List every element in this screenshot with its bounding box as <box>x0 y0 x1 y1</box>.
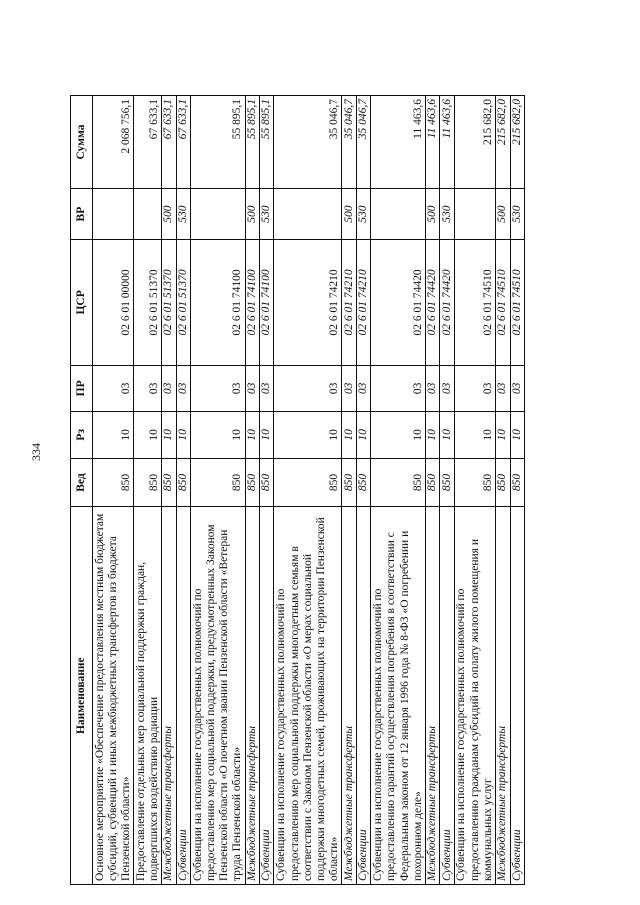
row-rz-cell: 10 <box>190 412 245 458</box>
row-amount-cell: 67 633,1 <box>134 96 162 189</box>
row-pr-cell: 03 <box>260 365 274 411</box>
table-row <box>440 96 454 885</box>
row-csr-cell: 02 6 01 74420 <box>440 240 454 365</box>
row-ved-cell: 850 <box>510 458 525 507</box>
table-row <box>274 96 342 885</box>
row-name-cell: Субвенции <box>260 507 274 885</box>
row-vr-cell: 530 <box>176 189 190 240</box>
row-pr-cell: 03 <box>510 365 525 411</box>
row-amount-cell: 67 633,1 <box>176 96 190 189</box>
row-rz-cell: 10 <box>454 412 495 458</box>
row-vr-cell <box>454 189 495 240</box>
row-csr-cell: 02 6 01 74510 <box>454 240 495 365</box>
row-pr-cell: 03 <box>190 365 245 411</box>
row-pr-cell: 03 <box>93 365 134 411</box>
row-pr-cell: 03 <box>440 365 454 411</box>
row-pr-cell: 03 <box>371 365 426 411</box>
row-amount-cell: 55 895,1 <box>190 96 245 189</box>
row-ved-cell: 850 <box>190 458 245 507</box>
header-ved: Вед <box>71 458 93 507</box>
row-ved-cell: 850 <box>454 458 495 507</box>
row-pr-cell: 03 <box>342 365 356 411</box>
row-pr-cell: 03 <box>356 365 370 411</box>
row-ved-cell: 850 <box>176 458 190 507</box>
row-vr-cell: 500 <box>162 189 176 240</box>
table-row <box>176 96 190 885</box>
row-ved-cell: 850 <box>93 458 134 507</box>
row-vr-cell: 500 <box>425 189 439 240</box>
row-pr-cell: 03 <box>274 365 342 411</box>
row-amount-cell: 35 046,7 <box>274 96 342 189</box>
row-amount-cell: 215 682,0 <box>454 96 495 189</box>
row-name-cell: Субвенции на исполнение государственных полномочий по предоставлению мер социальной поддержки многодетным семьям в соответствии с Законом Пензенской области «О мерах социальной поддержки многодетных семей, проживающих на территории Пензенской области» <box>274 507 342 885</box>
row-csr-cell: 02 6 01 74100 <box>245 240 259 365</box>
row-name-cell: Субвенции <box>356 507 370 885</box>
header-pr: ПР <box>71 365 93 411</box>
table-row <box>496 96 510 885</box>
row-vr-cell <box>190 189 245 240</box>
table-row <box>260 96 274 885</box>
row-ved-cell: 850 <box>260 458 274 507</box>
row-amount-cell: 67 633,1 <box>162 96 176 189</box>
row-rz-cell: 10 <box>93 412 134 458</box>
row-amount-cell: 2 068 756,1 <box>93 96 134 189</box>
table-row <box>371 96 426 885</box>
row-pr-cell: 03 <box>496 365 510 411</box>
row-rz-cell: 10 <box>134 412 162 458</box>
row-vr-cell: 530 <box>356 189 370 240</box>
row-name-cell: Субвенции <box>440 507 454 885</box>
row-csr-cell: 02 6 01 74100 <box>260 240 274 365</box>
row-ved-cell: 850 <box>440 458 454 507</box>
row-ved-cell: 850 <box>162 458 176 507</box>
row-amount-cell: 55 895,1 <box>260 96 274 189</box>
row-rz-cell: 10 <box>371 412 426 458</box>
row-vr-cell: 500 <box>342 189 356 240</box>
row-pr-cell: 03 <box>454 365 495 411</box>
row-vr-cell <box>93 189 134 240</box>
row-rz-cell: 10 <box>356 412 370 458</box>
row-name-cell: Межбюджетные трансферты <box>162 507 176 885</box>
row-name-cell: Субвенции на исполнение государственных полномочий по предоставлению гарантий осуществления погребения в соответствии с Федеральным законом от 12 января 1996 года № 8-ФЗ «О погребении и похоронном деле» <box>371 507 426 885</box>
row-name-cell: Межбюджетные трансферты <box>342 507 356 885</box>
budget-table <box>70 95 525 885</box>
row-amount-cell: 11 463,6 <box>440 96 454 189</box>
row-vr-cell <box>134 189 162 240</box>
table-row <box>93 96 134 885</box>
row-name-cell: Межбюджетные трансферты <box>425 507 439 885</box>
row-vr-cell <box>274 189 342 240</box>
row-csr-cell: 02 6 01 74420 <box>425 240 439 365</box>
rotated-table-container <box>70 95 525 885</box>
row-ved-cell: 850 <box>356 458 370 507</box>
header-amount: Сумма <box>71 96 93 189</box>
row-rz-cell: 10 <box>162 412 176 458</box>
row-ved-cell: 850 <box>425 458 439 507</box>
row-vr-cell: 530 <box>510 189 525 240</box>
row-csr-cell: 02 6 01 74210 <box>356 240 370 365</box>
row-rz-cell: 10 <box>342 412 356 458</box>
row-rz-cell: 10 <box>440 412 454 458</box>
row-pr-cell: 03 <box>134 365 162 411</box>
page-number: 334 <box>29 443 43 461</box>
row-rz-cell: 10 <box>260 412 274 458</box>
row-csr-cell: 02 6 01 51370 <box>134 240 162 365</box>
row-ved-cell: 850 <box>496 458 510 507</box>
table-header-row <box>71 96 93 885</box>
table-row <box>245 96 259 885</box>
row-name-cell: Субвенции <box>510 507 525 885</box>
row-name-cell: Предоставление отдельных мер социальной поддержки граждан, подвергшихся воздействию радиации <box>134 507 162 885</box>
row-amount-cell: 11 463,6 <box>425 96 439 189</box>
row-csr-cell: 02 6 01 74510 <box>496 240 510 365</box>
row-csr-cell: 02 6 01 00000 <box>93 240 134 365</box>
header-csr: ЦСР <box>71 240 93 365</box>
table-row <box>454 96 495 885</box>
row-ved-cell: 850 <box>274 458 342 507</box>
row-name-cell: Субвенции на исполнение государственных полномочий по предоставлению мер социальной поддержки, предусмотренных Законом Пензенской области «О почетном звании Пензенской области «Ветеран труда Пензенской области» <box>190 507 245 885</box>
row-name-cell: Межбюджетные трансферты <box>245 507 259 885</box>
row-rz-cell: 10 <box>274 412 342 458</box>
table-row <box>190 96 245 885</box>
table-row <box>356 96 370 885</box>
row-amount-cell: 55 895,1 <box>245 96 259 189</box>
row-name-cell: Межбюджетные трансферты <box>496 507 510 885</box>
row-csr-cell: 02 6 01 51370 <box>162 240 176 365</box>
row-rz-cell: 10 <box>245 412 259 458</box>
row-ved-cell: 850 <box>342 458 356 507</box>
row-rz-cell: 10 <box>425 412 439 458</box>
row-rz-cell: 10 <box>176 412 190 458</box>
table-row <box>510 96 525 885</box>
row-amount-cell: 11 463,6 <box>371 96 426 189</box>
row-vr-cell: 530 <box>440 189 454 240</box>
row-amount-cell: 215 682,0 <box>496 96 510 189</box>
row-pr-cell: 03 <box>176 365 190 411</box>
row-ved-cell: 850 <box>245 458 259 507</box>
table-row <box>342 96 356 885</box>
row-csr-cell: 02 6 01 74210 <box>274 240 342 365</box>
row-ved-cell: 850 <box>371 458 426 507</box>
row-csr-cell: 02 6 01 74510 <box>510 240 525 365</box>
header-vr: ВР <box>71 189 93 240</box>
row-vr-cell: 500 <box>496 189 510 240</box>
header-rz: Рз <box>71 412 93 458</box>
row-amount-cell: 35 046,7 <box>342 96 356 189</box>
row-vr-cell: 500 <box>245 189 259 240</box>
table-row <box>134 96 162 885</box>
row-pr-cell: 03 <box>245 365 259 411</box>
row-csr-cell: 02 6 01 51370 <box>176 240 190 365</box>
row-csr-cell: 02 6 01 74210 <box>342 240 356 365</box>
row-name-cell: Субвенции <box>176 507 190 885</box>
row-rz-cell: 10 <box>510 412 525 458</box>
row-pr-cell: 03 <box>425 365 439 411</box>
row-amount-cell: 215 682,0 <box>510 96 525 189</box>
row-vr-cell: 530 <box>260 189 274 240</box>
row-csr-cell: 02 6 01 74420 <box>371 240 426 365</box>
row-rz-cell: 10 <box>496 412 510 458</box>
table-body <box>93 96 525 885</box>
row-amount-cell: 35 046,7 <box>356 96 370 189</box>
row-vr-cell <box>371 189 426 240</box>
row-csr-cell: 02 6 01 74100 <box>190 240 245 365</box>
row-pr-cell: 03 <box>162 365 176 411</box>
row-name-cell: Основное мероприятие «Обеспечение предоставления местным бюджетам субсидий, субвенций и иных межбюджетных трансфертов из бюджета Пензенской области» <box>93 507 134 885</box>
row-name-cell: Субвенции на исполнение государственных полномочий по предоставлению гражданам субсидий на оплату жилого помещения и коммунальных услуг <box>454 507 495 885</box>
table-row <box>162 96 176 885</box>
header-name: Наименование <box>71 507 93 885</box>
row-ved-cell: 850 <box>134 458 162 507</box>
table-row <box>425 96 439 885</box>
